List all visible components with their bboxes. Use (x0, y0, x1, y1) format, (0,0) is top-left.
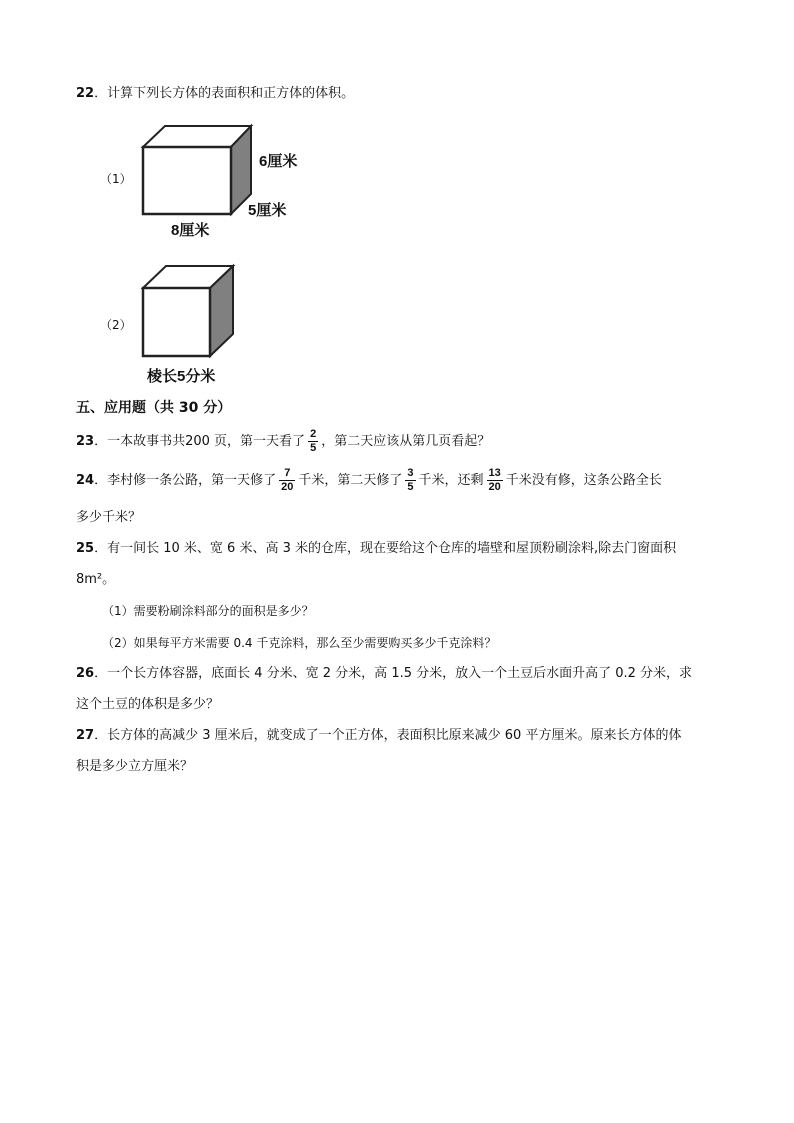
section-heading: 五、应用题（共 30 分） (76, 400, 232, 416)
question-23: 23．一本故事书共200 页，第一天看了 $\frac{2}{5}$ ，第二天应该从第几页看起？ (76, 428, 491, 454)
fraction-denominator: 5 (310, 442, 317, 454)
fraction-denominator: 20 (488, 481, 501, 493)
question-25-sub-2: （2）如果每平方米需要 0.4 千克涂料，那么至少需要购买多少千克涂料？ (102, 636, 497, 650)
cuboid-length-label: 8厘米 (171, 222, 210, 239)
question-text: 千米，第二天修了 (298, 473, 403, 488)
question-27-line2: 积是多少立方厘米？ (76, 759, 194, 774)
question-text: 一个长方体容器，底面长 4 分米、宽 2 分米，高 1.5 分米，放入一个土豆后水面升高了 0.2 分米，求 (107, 666, 693, 681)
fraction-denominator: 20 (281, 481, 294, 493)
question-text: 千米，还剩 (418, 473, 484, 488)
cube-front-face (143, 288, 210, 356)
question-number: 22 (76, 86, 95, 101)
question-number: 27 (76, 728, 95, 743)
question-24-line2: 多少千米？ (76, 510, 142, 525)
cuboid-height-label: 6厘米 (259, 153, 298, 170)
question-text: 有一间长 10 米、宽 6 米、高 3 米的仓库，现在要给这个仓库的墙壁和屋顶粉刷涂料,除去门窗面积 (107, 541, 677, 556)
question-number: 26 (76, 666, 95, 681)
question-26: 26．一个长方体容器，底面长 4 分米、宽 2 分米，高 1.5 分米，放入一个土豆后水面升高了 0.2 分米，求 (76, 666, 693, 681)
question-text: 千米没有修，这条公路全长 (505, 473, 662, 488)
question-number: 24 (76, 473, 95, 488)
fraction-numerator: 3 (407, 467, 414, 479)
question-number: 25 (76, 541, 95, 556)
fraction-numerator: 2 (310, 428, 317, 440)
cube-edge-label: 棱长5分米 (147, 368, 216, 385)
fraction-numerator: 7 (284, 467, 291, 479)
fraction (405, 467, 415, 494)
question-26-line2: 这个土豆的体积是多少？ (76, 697, 220, 712)
fraction (279, 467, 295, 494)
question-27: 27．长方体的高减少 3 厘米后，就变成了一个正方体，表面积比原来减少 60 平方厘米。原来长方体的体 (76, 728, 682, 743)
fraction (308, 428, 318, 455)
question-text: 计算下列长方体的表面积和正方体的体积。 (107, 86, 355, 101)
cuboid-front-face (143, 147, 231, 214)
question-25: 25．有一间长 10 米、宽 6 米、高 3 米的仓库，现在要给这个仓库的墙壁和屋顶粉刷涂料,除去门窗面积 (76, 541, 677, 556)
cube-figure (130, 258, 240, 363)
question-text: 长方体的高减少 3 厘米后，就变成了一个正方体，表面积比原来减少 60 平方厘米。原来长方体的体 (107, 728, 682, 743)
question-text: 一本故事书共200 页，第一天看了 (107, 434, 306, 449)
figure-2-tag: （2） (100, 318, 132, 332)
figure-1-tag: （1） (100, 172, 132, 186)
question-text: 李村修一条公路，第一天修了 (107, 473, 277, 488)
question-25-line2: 8m²。 (76, 572, 116, 587)
fraction-numerator: 13 (488, 467, 501, 479)
fraction-denominator: 5 (407, 481, 414, 493)
question-text: ，第二天应该从第几页看起？ (321, 434, 491, 449)
question-22: 22．计算下列长方体的表面积和正方体的体积。 (76, 86, 355, 101)
question-24: 24．李村修一条公路，第一天修了 $\frac{7}{20}$ 千米，第二天修了 $\frac{3}{5}$ 千米，还剩 $\frac{13}{20}$ 千米没有修，这条公路全长 (76, 467, 662, 493)
cuboid-figure (130, 118, 260, 223)
question-25-sub-1: （1）需要粉刷涂料部分的面积是多少？ (102, 604, 314, 618)
fraction (487, 467, 503, 494)
question-number: 23 (76, 434, 95, 449)
cuboid-depth-label: 5厘米 (248, 202, 287, 219)
